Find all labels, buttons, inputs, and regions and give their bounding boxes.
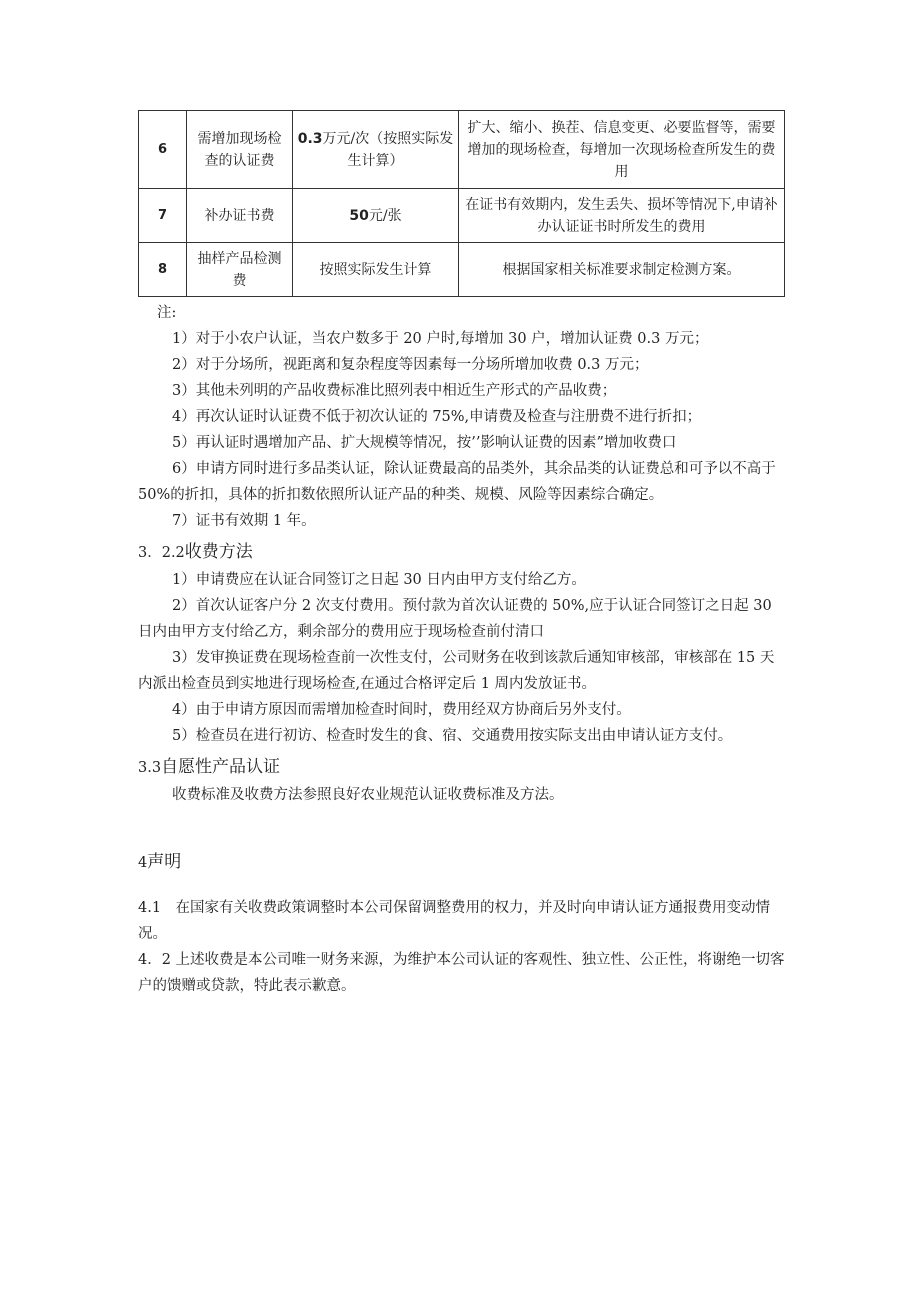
document-body — [138, 300, 788, 999]
table-row — [139, 189, 785, 243]
payment-item: 1）申请费应在认证合同签订之日起 30 日内由甲方支付给乙方。 — [172, 572, 586, 588]
payment-item: 4）由于申请方原因而需增加检查时间时，费用经双方协商后另外支付。 — [172, 702, 631, 718]
table-row — [139, 111, 785, 189]
fee-amount-unit: 元/张 — [368, 207, 402, 224]
fee-item: 需增加现场检查的认证费 — [187, 111, 293, 189]
payment-item: 5）检查员在进行初访、检查时发生的食、宿、交通费用按实际支出由申请认证方支付。 — [172, 728, 733, 744]
section-text: 收费标准及收费方法参照良好农业规范认证收费标准及方法。 — [172, 787, 564, 803]
note-item: 3）其他未列明的产品收费标准比照列表中相近生产形式的产品收费； — [172, 383, 617, 399]
section-number: 4 — [138, 855, 148, 871]
fee-amount — [293, 189, 459, 243]
spacer — [138, 877, 788, 895]
fee-item: 抽样产品检测费 — [187, 243, 293, 297]
note-item: 7）证书有效期 1 年。 — [172, 513, 316, 529]
row-number: 8 — [139, 243, 187, 297]
payment-item: 3）发审换证费在现场检查前一次性支付，公司财务在收到该款后通知审核部，审核部在 15 天内派出检查员到实地进行现场检查,在通过合格评定后 1 周内发放证书。 — [138, 650, 775, 692]
fee-description: 根据国家相关标准要求制定检测方案。 — [459, 243, 785, 297]
note-item: 4）再次认证时认证费不低于初次认证的 75%,申请费及检查与注册费不进行折扣； — [172, 409, 702, 425]
section-heading — [138, 848, 788, 877]
row-number: 7 — [139, 189, 187, 243]
section-heading — [138, 538, 788, 567]
note-item: 2）对于分场所，视距离和复杂程度等因素每一分场所增加收费 0.3 万元； — [172, 357, 649, 373]
statement-item: 4．2 上述收费是本公司唯一财务来源，为维护本公司认证的客观性、独立性、公正性，将谢绝一切客户的馈赠或贷款，特此表示歉意。 — [138, 952, 785, 994]
section-number: 3.3 — [138, 760, 162, 776]
fee-amount-unit: 按照实际发生计算 — [319, 261, 432, 278]
spacer — [138, 808, 788, 844]
fee-amount-value: 50 — [349, 207, 369, 224]
notes-label: 注: — [157, 305, 177, 321]
fee-amount-value: 0.3 — [297, 130, 323, 147]
fee-table — [138, 110, 785, 297]
section-number: 3．2.2 — [138, 545, 185, 561]
fee-item: 补办证书费 — [187, 189, 293, 243]
fee-description: 在证书有效期内，发生丢失、损坏等情况下,申请补办认证证书时所发生的费用 — [459, 189, 785, 243]
row-number: 6 — [139, 111, 187, 189]
payment-item: 2）首次认证客户分 2 次支付费用。预付款为首次认证费的 50%,应于认证合同签订之日起 30 日内由甲方支付给乙方，剩余部分的费用应于现场检查前付清口 — [138, 598, 772, 640]
fee-amount — [293, 111, 459, 189]
note-item: 1）对于小农户认证，当农户数多于 20 户时,每增加 30 户，增加认证费 0.3 万元； — [172, 331, 709, 347]
section-title: 自愿性产品认证 — [161, 757, 281, 777]
table-row — [139, 243, 785, 297]
note-item: 5）再认证时遇增加产品、扩大规模等情况，按’’影响认证费的因素”增加收费口 — [172, 435, 677, 451]
fee-description: 扩大、缩小、换茬、信息变更、必要监督等，需要增加的现场检查，每增加一次现场检查所发生的费用 — [459, 111, 785, 189]
fee-amount-unit: 万元/次（按照实际发生计算） — [322, 130, 454, 169]
fee-amount — [293, 243, 459, 297]
section-title: 收费方法 — [184, 542, 253, 562]
note-item: 6）申请方同时进行多品类认证，除认证费最高的品类外，其余品类的认证费总和可予以不高于 50%的折扣，具体的折扣数依照所认证产品的种类、规模、风险等因素综合确定。 — [138, 461, 776, 503]
statement-item: 4.1 在国家有关收费政策调整时本公司保留调整费用的权力，并及时向申请认证方通报费用变动情况。 — [138, 900, 771, 942]
section-title: 声明 — [147, 852, 182, 872]
section-heading — [138, 753, 788, 782]
